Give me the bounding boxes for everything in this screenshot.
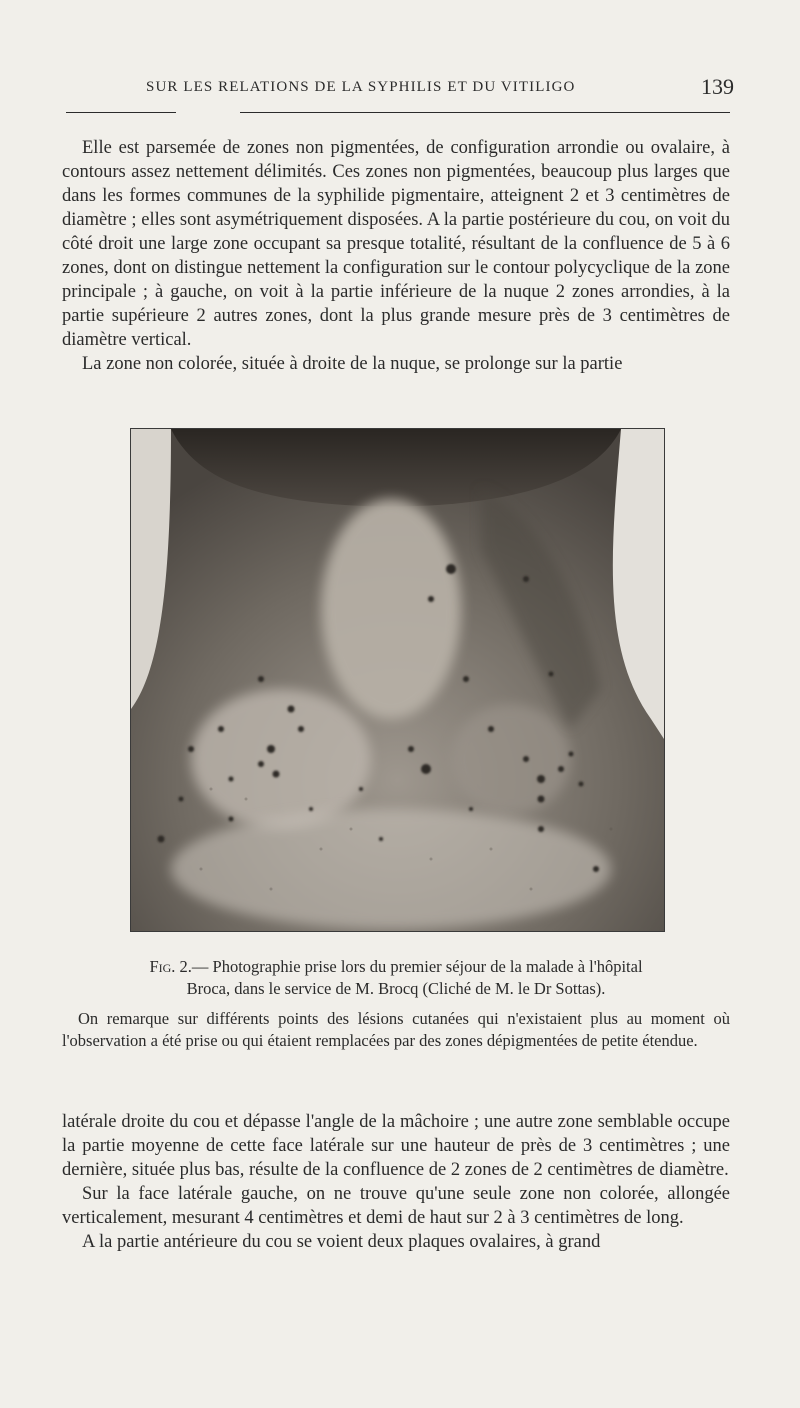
- paragraph: La zone non colorée, située à droite de la nuque, se prolonge sur la partie: [82, 354, 623, 374]
- running-title: SUR LES RELATIONS DE LA SYPHILIS ET DU VITILIGO: [146, 79, 576, 95]
- body-text-top: [62, 136, 730, 376]
- paragraph: Elle est parsemée de zones non pigmentées, de configuration arrondie ou ovalaire, à contours assez nettement délimités. Ces zones non pigmentées, beaucoup plus larges que dans les formes communes de la syphilide pigmentaire, atteignent 2 et 3 centimètres de diamètre ; elles sont asymétriquement disposées. A la partie postérieure du cou, on voit du côté droit une large zone occupant sa presque totalité, résultant de la confluence de 5 à 6 zones, dont on distingue nettement la configuration sur le contour polycyclique de la zone principale ; à gauche, on voit à la partie inférieure de la nuque 2 zones arrondies, à la partie supérieure 2 autres zones, dont la plus grande mesure près de 3 centimètres de diamètre vertical.: [62, 138, 730, 350]
- paragraph: A la partie antérieure du cou se voient deux plaques ovalaires, à grand: [82, 1232, 601, 1252]
- body-text-bottom: [62, 1110, 730, 1254]
- figure-note: On remarque sur différents points des lésions cutanées qui n'existaient plus au moment où l'observation a été prise ou qui étaient remplacées par des zones dépigmentées de petite étendue.: [62, 1009, 730, 1050]
- header-rule-right: [240, 112, 730, 113]
- figure-label: Fig. 2.: [149, 957, 192, 976]
- caption-text: — Photographie prise lors du premier séjour de la malade à l'hôpital: [191, 957, 643, 976]
- neck-photograph: [130, 428, 665, 932]
- paragraph: latérale droite du cou et dépasse l'angle de la mâchoire ; une autre zone semblable occupe la partie moyenne de cette face latérale sur une hauteur de près de 3 centimètres ; une dernière, située plus bas, résulte de la confluence de 2 zones de 2 centimètres de diamètre.: [62, 1112, 730, 1180]
- figure-caption: [62, 956, 730, 1052]
- header-rule-left: [66, 112, 176, 113]
- paragraph: Sur la face latérale gauche, on ne trouve qu'une seule zone non colorée, allongée verticalement, mesurant 4 centimètres et demi de haut sur 2 à 3 centimètres de long.: [62, 1184, 730, 1228]
- running-header: [62, 74, 738, 104]
- page-number: 139: [701, 74, 734, 99]
- caption-text-line2: Broca, dans le service de M. Brocq (Cliché de M. le Dr Sottas).: [186, 979, 606, 998]
